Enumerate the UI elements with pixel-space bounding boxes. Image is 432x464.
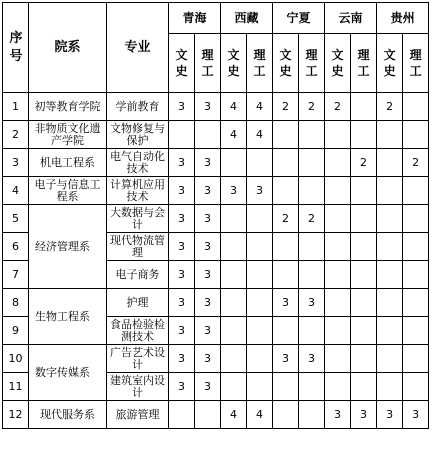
quota-cell [195, 401, 221, 429]
major-header: 专业 [107, 3, 169, 93]
quota-cell: 3 [351, 401, 377, 429]
row-number: 1 [3, 93, 29, 121]
major-name: 电气自动化技术 [110, 149, 165, 175]
quota-cell: 3 [221, 177, 247, 205]
dept-cell [29, 93, 107, 121]
row-number: 5 [3, 205, 29, 233]
quota-cell: 2 [403, 149, 429, 177]
dept-name: 生物工程系 [35, 309, 90, 323]
quota-cell [403, 373, 429, 401]
major-cell [107, 401, 169, 429]
quota-cell [351, 93, 377, 121]
major-name: 现代物流管理 [110, 233, 165, 259]
major-cell [107, 205, 169, 233]
table-row [3, 289, 429, 317]
quota-cell: 2 [299, 205, 325, 233]
quota-cell: 3 [169, 289, 195, 317]
quota-cell [273, 121, 299, 149]
track-wen-header: 文史 [221, 34, 247, 93]
row-number: 9 [3, 317, 29, 345]
quota-cell [221, 317, 247, 345]
quota-cell [221, 233, 247, 261]
dept-name: 电子与信息工程系 [34, 177, 101, 203]
province-header-ningxia: 宁夏 [273, 3, 325, 34]
quota-cell [221, 345, 247, 373]
quota-cell [403, 233, 429, 261]
table-row [3, 149, 429, 177]
quota-cell [169, 121, 195, 149]
quota-cell: 4 [221, 121, 247, 149]
row-number: 3 [3, 149, 29, 177]
quota-cell: 3 [377, 401, 403, 429]
quota-cell: 4 [247, 121, 273, 149]
quota-cell [299, 261, 325, 289]
quota-cell: 3 [195, 317, 221, 345]
quota-cell [351, 121, 377, 149]
quota-cell [247, 345, 273, 373]
major-name: 旅游管理 [115, 407, 160, 421]
quota-cell: 3 [273, 345, 299, 373]
province-header-guizhou: 贵州 [377, 3, 429, 34]
quota-cell: 2 [299, 93, 325, 121]
quota-cell [325, 177, 351, 205]
major-name: 文物修复与保护 [110, 121, 165, 147]
quota-cell [247, 261, 273, 289]
quota-cell: 3 [195, 345, 221, 373]
row-number: 11 [3, 373, 29, 401]
quota-cell: 3 [299, 345, 325, 373]
quota-cell: 3 [169, 93, 195, 121]
row-number: 6 [3, 233, 29, 261]
quota-cell [351, 233, 377, 261]
quota-cell [403, 317, 429, 345]
quota-cell [247, 149, 273, 177]
quota-cell [351, 289, 377, 317]
quota-cell [403, 121, 429, 149]
quota-cell: 3 [169, 345, 195, 373]
dept-name: 现代服务系 [40, 407, 95, 421]
dept-name: 机电工程系 [40, 155, 95, 169]
dept-cell [29, 121, 107, 149]
quota-cell [299, 149, 325, 177]
track-wen-header: 文史 [325, 34, 351, 93]
quota-cell [403, 345, 429, 373]
quota-cell [299, 317, 325, 345]
table-row [3, 177, 429, 205]
quota-cell [247, 289, 273, 317]
dept-cell [29, 177, 107, 205]
row-number: 10 [3, 345, 29, 373]
major-name: 大数据与会计 [110, 205, 165, 231]
quota-cell: 2 [377, 93, 403, 121]
quota-cell: 2 [351, 149, 377, 177]
major-name: 食品检验检测技术 [110, 317, 165, 343]
quota-cell [377, 177, 403, 205]
quota-cell [299, 373, 325, 401]
major-name: 学前教育 [115, 99, 160, 113]
quota-cell [247, 205, 273, 233]
quota-cell [273, 401, 299, 429]
quota-cell [325, 233, 351, 261]
quota-cell [273, 261, 299, 289]
table-row [3, 401, 429, 429]
quota-cell [299, 401, 325, 429]
track-li-header: 理工 [195, 34, 221, 93]
quota-cell [247, 233, 273, 261]
quota-cell: 3 [169, 205, 195, 233]
quota-cell: 4 [247, 93, 273, 121]
major-name: 计算机应用技术 [110, 177, 165, 203]
dept-cell [29, 401, 107, 429]
track-wen-header: 文史 [273, 34, 299, 93]
province-header-qinghai: 青海 [169, 3, 221, 34]
major-cell [107, 177, 169, 205]
quota-cell [403, 289, 429, 317]
quota-cell [351, 345, 377, 373]
major-name: 建筑室内设计 [110, 373, 165, 399]
quota-cell [299, 233, 325, 261]
quota-cell [325, 345, 351, 373]
quota-cell: 2 [273, 205, 299, 233]
quota-cell [195, 121, 221, 149]
quota-cell: 3 [169, 373, 195, 401]
major-cell [107, 233, 169, 261]
major-cell [107, 345, 169, 373]
major-cell [107, 93, 169, 121]
row-number: 7 [3, 261, 29, 289]
quota-cell [325, 121, 351, 149]
quota-cell [221, 261, 247, 289]
quota-cell: 3 [195, 149, 221, 177]
quota-cell [377, 373, 403, 401]
dept-cell [29, 345, 107, 401]
quota-cell: 3 [195, 289, 221, 317]
quota-cell [351, 177, 377, 205]
major-cell [107, 149, 169, 177]
quota-cell [273, 317, 299, 345]
major-name: 护理 [126, 295, 149, 309]
quota-cell: 3 [273, 289, 299, 317]
major-name: 电子商务 [115, 267, 160, 281]
quota-cell: 3 [195, 373, 221, 401]
row-number: 12 [3, 401, 29, 429]
dept-name: 经济管理系 [35, 239, 90, 253]
major-cell [107, 373, 169, 401]
quota-cell: 2 [325, 93, 351, 121]
quota-cell [377, 233, 403, 261]
dept-name: 初等教育学院 [34, 99, 101, 113]
quota-cell [325, 373, 351, 401]
quota-cell [221, 205, 247, 233]
quota-cell [221, 373, 247, 401]
quota-cell: 3 [247, 177, 273, 205]
quota-cell: 3 [299, 289, 325, 317]
quota-cell [325, 261, 351, 289]
track-li-header: 理工 [247, 34, 273, 93]
quota-cell: 2 [273, 93, 299, 121]
quota-cell [247, 317, 273, 345]
quota-cell [221, 289, 247, 317]
quota-cell [221, 149, 247, 177]
quota-cell: 3 [195, 177, 221, 205]
quota-cell: 3 [195, 205, 221, 233]
major-cell [107, 289, 169, 317]
quota-cell [377, 205, 403, 233]
quota-cell: 3 [195, 261, 221, 289]
dept-cell [29, 149, 107, 177]
quota-cell [273, 177, 299, 205]
major-cell [107, 261, 169, 289]
quota-cell [325, 317, 351, 345]
quota-cell: 3 [169, 233, 195, 261]
quota-cell [273, 373, 299, 401]
track-li-header: 理工 [351, 34, 377, 93]
quota-cell: 3 [325, 401, 351, 429]
row-number: 2 [3, 121, 29, 149]
row-number: 4 [3, 177, 29, 205]
track-wen-header: 文史 [169, 34, 195, 93]
table-row [3, 93, 429, 121]
table-row [3, 205, 429, 233]
table-body [3, 93, 429, 429]
track-li-header: 理工 [299, 34, 325, 93]
enrollment-table [2, 2, 429, 429]
seq-header: 序号 [3, 3, 29, 93]
table-row [3, 345, 429, 373]
major-name: 广告艺术设计 [110, 345, 165, 371]
dept-name: 非物质文化遗产学院 [34, 121, 101, 147]
dept-header: 院系 [29, 3, 107, 93]
quota-cell [377, 289, 403, 317]
track-li-header: 理工 [403, 34, 429, 93]
quota-cell: 3 [169, 177, 195, 205]
table-row [3, 121, 429, 149]
dept-name: 数字传媒系 [35, 365, 90, 379]
quota-cell [299, 121, 325, 149]
quota-cell: 3 [169, 149, 195, 177]
track-wen-header: 文史 [377, 34, 403, 93]
quota-cell [403, 93, 429, 121]
quota-cell: 4 [247, 401, 273, 429]
quota-cell: 3 [195, 93, 221, 121]
dept-cell [29, 205, 107, 289]
quota-cell [377, 345, 403, 373]
quota-cell [325, 205, 351, 233]
quota-cell: 3 [169, 317, 195, 345]
header-row-provinces [3, 3, 429, 34]
province-header-xizang: 西藏 [221, 3, 273, 34]
quota-cell [169, 401, 195, 429]
row-number: 8 [3, 289, 29, 317]
quota-cell [377, 149, 403, 177]
quota-cell [351, 205, 377, 233]
quota-cell [351, 261, 377, 289]
quota-cell: 3 [403, 401, 429, 429]
major-cell [107, 121, 169, 149]
quota-cell [273, 233, 299, 261]
province-header-yunnan: 云南 [325, 3, 377, 34]
dept-cell [29, 289, 107, 345]
quota-cell [377, 317, 403, 345]
quota-cell [325, 289, 351, 317]
quota-cell [247, 373, 273, 401]
quota-cell [403, 205, 429, 233]
quota-cell [351, 317, 377, 345]
quota-cell [325, 149, 351, 177]
quota-cell: 3 [169, 261, 195, 289]
quota-cell [273, 149, 299, 177]
major-cell [107, 317, 169, 345]
quota-cell: 4 [221, 401, 247, 429]
quota-cell [377, 121, 403, 149]
quota-cell [351, 373, 377, 401]
quota-cell [403, 261, 429, 289]
quota-cell: 4 [221, 93, 247, 121]
quota-cell [299, 177, 325, 205]
quota-cell [377, 261, 403, 289]
quota-cell: 3 [195, 233, 221, 261]
quota-cell [403, 177, 429, 205]
